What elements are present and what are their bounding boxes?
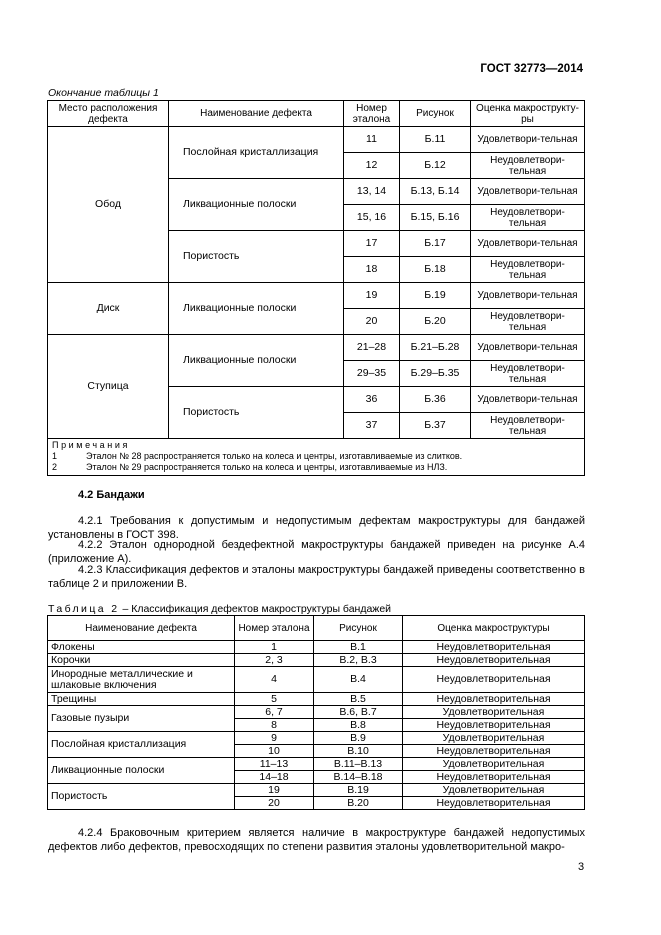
- defect-cell: Послойная кристаллизация: [48, 732, 235, 758]
- evaluation-cell: Удовлетвори-тельная: [471, 387, 585, 413]
- table1: [47, 100, 585, 476]
- evaluation-cell: Неудовлетворительная: [403, 641, 585, 654]
- paragraph-4-2-3: [48, 563, 585, 591]
- evaluation-cell: Удовлетворительная: [403, 784, 585, 797]
- table1-header-number: Номер эталона: [344, 101, 400, 127]
- number-cell: 36: [344, 387, 400, 413]
- section-heading: 4.2 Бандажи: [78, 489, 145, 501]
- figure-cell: Б.36: [400, 387, 471, 413]
- defect-cell: Трещины: [48, 693, 235, 706]
- figure-cell: В.11–В.13: [314, 758, 403, 771]
- figure-cell: Б.19: [400, 283, 471, 309]
- table-row: [48, 667, 585, 693]
- evaluation-cell: Неудовлетворительная: [403, 745, 585, 758]
- evaluation-cell: Удовлетворительная: [403, 758, 585, 771]
- evaluation-cell: Неудовлетвори-тельная: [471, 257, 585, 283]
- paragraph-text: 4.2.3 Классификация дефектов и эталоны макроструктуры бандажей приведены соответственно в таблице 2 и приложении В.: [48, 564, 585, 590]
- page-number: 3: [578, 861, 585, 873]
- number-cell: 1: [235, 641, 314, 654]
- table-row: [48, 654, 585, 667]
- number-cell: 12: [344, 153, 400, 179]
- table2-caption-text: – Классификация дефектов макроструктуры бандажей: [119, 603, 392, 615]
- location-cell: Диск: [48, 283, 169, 335]
- table1-header-location: Место расположения дефекта: [48, 101, 169, 127]
- table1-header-defect: Наименование дефекта: [169, 101, 344, 127]
- notes-title: Примечания: [52, 440, 130, 450]
- evaluation-cell: Неудовлетворительная: [403, 719, 585, 732]
- evaluation-cell: Неудовлетвори-тельная: [471, 413, 585, 439]
- figure-cell: В.4: [314, 667, 403, 693]
- figure-cell: В.14–В.18: [314, 771, 403, 784]
- evaluation-cell: Неудовлетворительная: [403, 667, 585, 693]
- number-cell: 13, 14: [344, 179, 400, 205]
- table-row: [48, 641, 585, 654]
- evaluation-cell: Неудовлетворительная: [403, 693, 585, 706]
- evaluation-cell: Удовлетвори-тельная: [471, 283, 585, 309]
- number-cell: 20: [235, 797, 314, 810]
- defect-cell: Ликвационные полоски: [48, 758, 235, 784]
- figure-cell: В.20: [314, 797, 403, 810]
- figure-cell: Б.37: [400, 413, 471, 439]
- number-cell: 5: [235, 693, 314, 706]
- note-item: [52, 462, 580, 473]
- figure-cell: В.1: [314, 641, 403, 654]
- evaluation-cell: Неудовлетворительная: [403, 771, 585, 784]
- figure-cell: В.8: [314, 719, 403, 732]
- location-cell: Ступица: [48, 335, 169, 439]
- number-cell: 15, 16: [344, 205, 400, 231]
- evaluation-cell: Неудовлетвори-тельная: [471, 153, 585, 179]
- table1-header-row: [48, 101, 585, 127]
- table-row: [48, 127, 585, 153]
- defect-cell: Газовые пузыри: [48, 706, 235, 732]
- number-cell: 17: [344, 231, 400, 257]
- table-row: [48, 706, 585, 719]
- note-text: Эталон № 28 распространяется только на колеса и центры, изготавливаемые из слитков.: [86, 451, 463, 461]
- defect-cell: Инородные металлические и шлаковые включения: [48, 667, 235, 693]
- number-cell: 9: [235, 732, 314, 745]
- number-cell: 19: [235, 784, 314, 797]
- paragraph-4-2-4: [48, 826, 585, 854]
- location-cell: Обод: [48, 127, 169, 283]
- number-cell: 4: [235, 667, 314, 693]
- table2-caption-label: Таблица 2: [48, 603, 120, 615]
- paragraph-text: 4.2.4 Браковочным критерием является наличие в макроструктуре бандажей недопустимых дефектов либо дефектов, превосходящих по степени развития эталоны удовлетворительной макро-: [48, 827, 585, 853]
- table1-header-evaluation: Оценка макрострукту-ры: [471, 101, 585, 127]
- evaluation-cell: Неудовлетвори-тельная: [471, 361, 585, 387]
- figure-cell: В.10: [314, 745, 403, 758]
- figure-cell: Б.13, Б.14: [400, 179, 471, 205]
- figure-cell: В.19: [314, 784, 403, 797]
- table2-header-number: Номер эталона: [235, 616, 314, 641]
- evaluation-cell: Неудовлетворительная: [403, 797, 585, 810]
- table1-header-figure: Рисунок: [400, 101, 471, 127]
- table1-caption: Окончание таблицы 1: [48, 87, 159, 99]
- figure-cell: Б.20: [400, 309, 471, 335]
- number-cell: 19: [344, 283, 400, 309]
- defect-cell: Ликвационные полоски: [169, 335, 344, 387]
- number-cell: 37: [344, 413, 400, 439]
- defect-cell: Ликвационные полоски: [169, 283, 344, 335]
- defect-cell: Пористость: [169, 387, 344, 439]
- table-row: [48, 335, 585, 361]
- number-cell: 2, 3: [235, 654, 314, 667]
- figure-cell: В.5: [314, 693, 403, 706]
- table-row: [48, 732, 585, 745]
- figure-cell: Б.18: [400, 257, 471, 283]
- figure-cell: В.2, В.3: [314, 654, 403, 667]
- table2-header-evaluation: Оценка макроструктуры: [403, 616, 585, 641]
- standard-number: ГОСТ 32773—2014: [480, 63, 583, 75]
- evaluation-cell: Удовлетвори-тельная: [471, 335, 585, 361]
- figure-cell: Б.12: [400, 153, 471, 179]
- number-cell: 21–28: [344, 335, 400, 361]
- evaluation-cell: Удовлетвори-тельная: [471, 127, 585, 153]
- note-text: Эталон № 29 распространяется только на колеса и центры, изготавливаемые из НЛЗ.: [86, 462, 448, 472]
- number-cell: 11: [344, 127, 400, 153]
- evaluation-cell: Неудовлетворительная: [403, 654, 585, 667]
- table-row: [48, 283, 585, 309]
- number-cell: 20: [344, 309, 400, 335]
- number-cell: 11–13: [235, 758, 314, 771]
- table2-header-row: [48, 616, 585, 641]
- number-cell: 18: [344, 257, 400, 283]
- evaluation-cell: Неудовлетвори-тельная: [471, 205, 585, 231]
- paragraph-text: 4.2.1 Требования к допустимым и недопустимым дефектам макроструктуры для бандажей установлены в ГОСТ 398.: [48, 515, 585, 541]
- figure-cell: Б.17: [400, 231, 471, 257]
- number-cell: 6, 7: [235, 706, 314, 719]
- note-number: 1: [52, 451, 58, 461]
- table2-caption: [48, 603, 391, 615]
- figure-cell: В.6, В.7: [314, 706, 403, 719]
- figure-cell: В.9: [314, 732, 403, 745]
- evaluation-cell: Неудовлетвори-тельная: [471, 309, 585, 335]
- number-cell: 14–18: [235, 771, 314, 784]
- table1-notes: [48, 439, 585, 476]
- table-row: [48, 693, 585, 706]
- defect-cell: Пористость: [48, 784, 235, 810]
- table2: [47, 615, 585, 810]
- figure-cell: Б.11: [400, 127, 471, 153]
- table1-notes-row: [48, 439, 585, 476]
- table-row: [48, 758, 585, 771]
- note-item: [52, 451, 580, 462]
- table-row: [48, 784, 585, 797]
- note-number: 2: [52, 462, 58, 472]
- figure-cell: Б.21–Б.28: [400, 335, 471, 361]
- defect-cell: Флокены: [48, 641, 235, 654]
- table2-header-figure: Рисунок: [314, 616, 403, 641]
- defect-cell: Ликвационные полоски: [169, 179, 344, 231]
- paragraph-4-2-2: [48, 538, 585, 566]
- defect-cell: Послойная кристаллизация: [169, 127, 344, 179]
- defect-cell: Корочки: [48, 654, 235, 667]
- number-cell: 29–35: [344, 361, 400, 387]
- defect-cell: Пористость: [169, 231, 344, 283]
- figure-cell: Б.15, Б.16: [400, 205, 471, 231]
- figure-cell: Б.29–Б.35: [400, 361, 471, 387]
- evaluation-cell: Удовлетворительная: [403, 706, 585, 719]
- number-cell: 10: [235, 745, 314, 758]
- evaluation-cell: Удовлетвори-тельная: [471, 179, 585, 205]
- table2-header-defect: Наименование дефекта: [48, 616, 235, 641]
- number-cell: 8: [235, 719, 314, 732]
- paragraph-text: 4.2.2 Эталон однородной бездефектной макроструктуры бандажей приведен на рисунке А.4 (приложение А).: [48, 539, 585, 565]
- evaluation-cell: Удовлетвори-тельная: [471, 231, 585, 257]
- evaluation-cell: Удовлетворительная: [403, 732, 585, 745]
